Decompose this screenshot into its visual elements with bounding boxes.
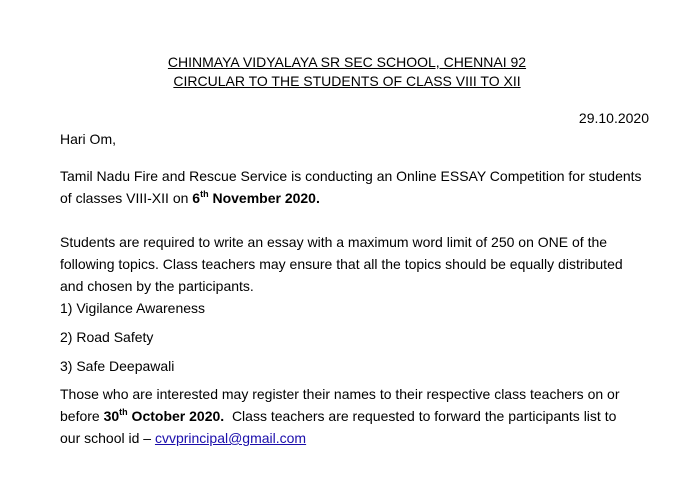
para1-line2-text: of classes VIII-XII on [60,190,193,206]
greeting: Hari Om, [60,131,116,147]
para3-line2 [60,407,616,425]
para3-line3 [60,429,306,447]
email-link[interactable]: cvvprincipal@gmail.com [154,430,307,446]
para3-line3-prefix: our school id – [60,430,155,446]
competition-date-rest: November 2020. [208,190,320,206]
registration-deadline [104,408,225,424]
topic-item: 2) Road Safety [60,329,154,345]
deadline-day: 30 [103,408,120,424]
circular-date: 29.10.2020 [578,110,649,126]
para1-line1: Tamil Nadu Fire and Rescue Service is conducting an Online ESSAY Competition for students [60,168,642,184]
topic-item: 3) Safe Deepawali [60,358,175,374]
para3-line1: Those who are interested may register their names to their respective class teachers on or [60,386,620,402]
deadline-rest: October 2020. [127,408,225,424]
para3-line2-prefix: before [60,408,104,424]
para3-line2-rest: Class teachers are requested to forward the participants list to [224,408,617,424]
para1-line2 [60,189,320,207]
competition-date-suffix: th [200,189,209,199]
competition-date [192,190,320,206]
topic-item: 1) Vigilance Awareness [60,300,206,316]
para2-line2: following topics. Class teachers may ensure that all the topics should be equally distributed [60,256,623,272]
school-title: CHINMAYA VIDYALAYA SR SEC SCHOOL, CHENNAI 92 [167,54,527,70]
para2-line1: Students are required to write an essay with a maximum word limit of 250 on ONE of the [60,234,608,250]
para2-line3: and chosen by the participants. [60,278,254,294]
circular-title: CIRCULAR TO THE STUDENTS OF CLASS VIII TO XII [173,73,521,89]
deadline-suffix: th [119,407,128,417]
competition-date-day: 6 [192,190,201,206]
